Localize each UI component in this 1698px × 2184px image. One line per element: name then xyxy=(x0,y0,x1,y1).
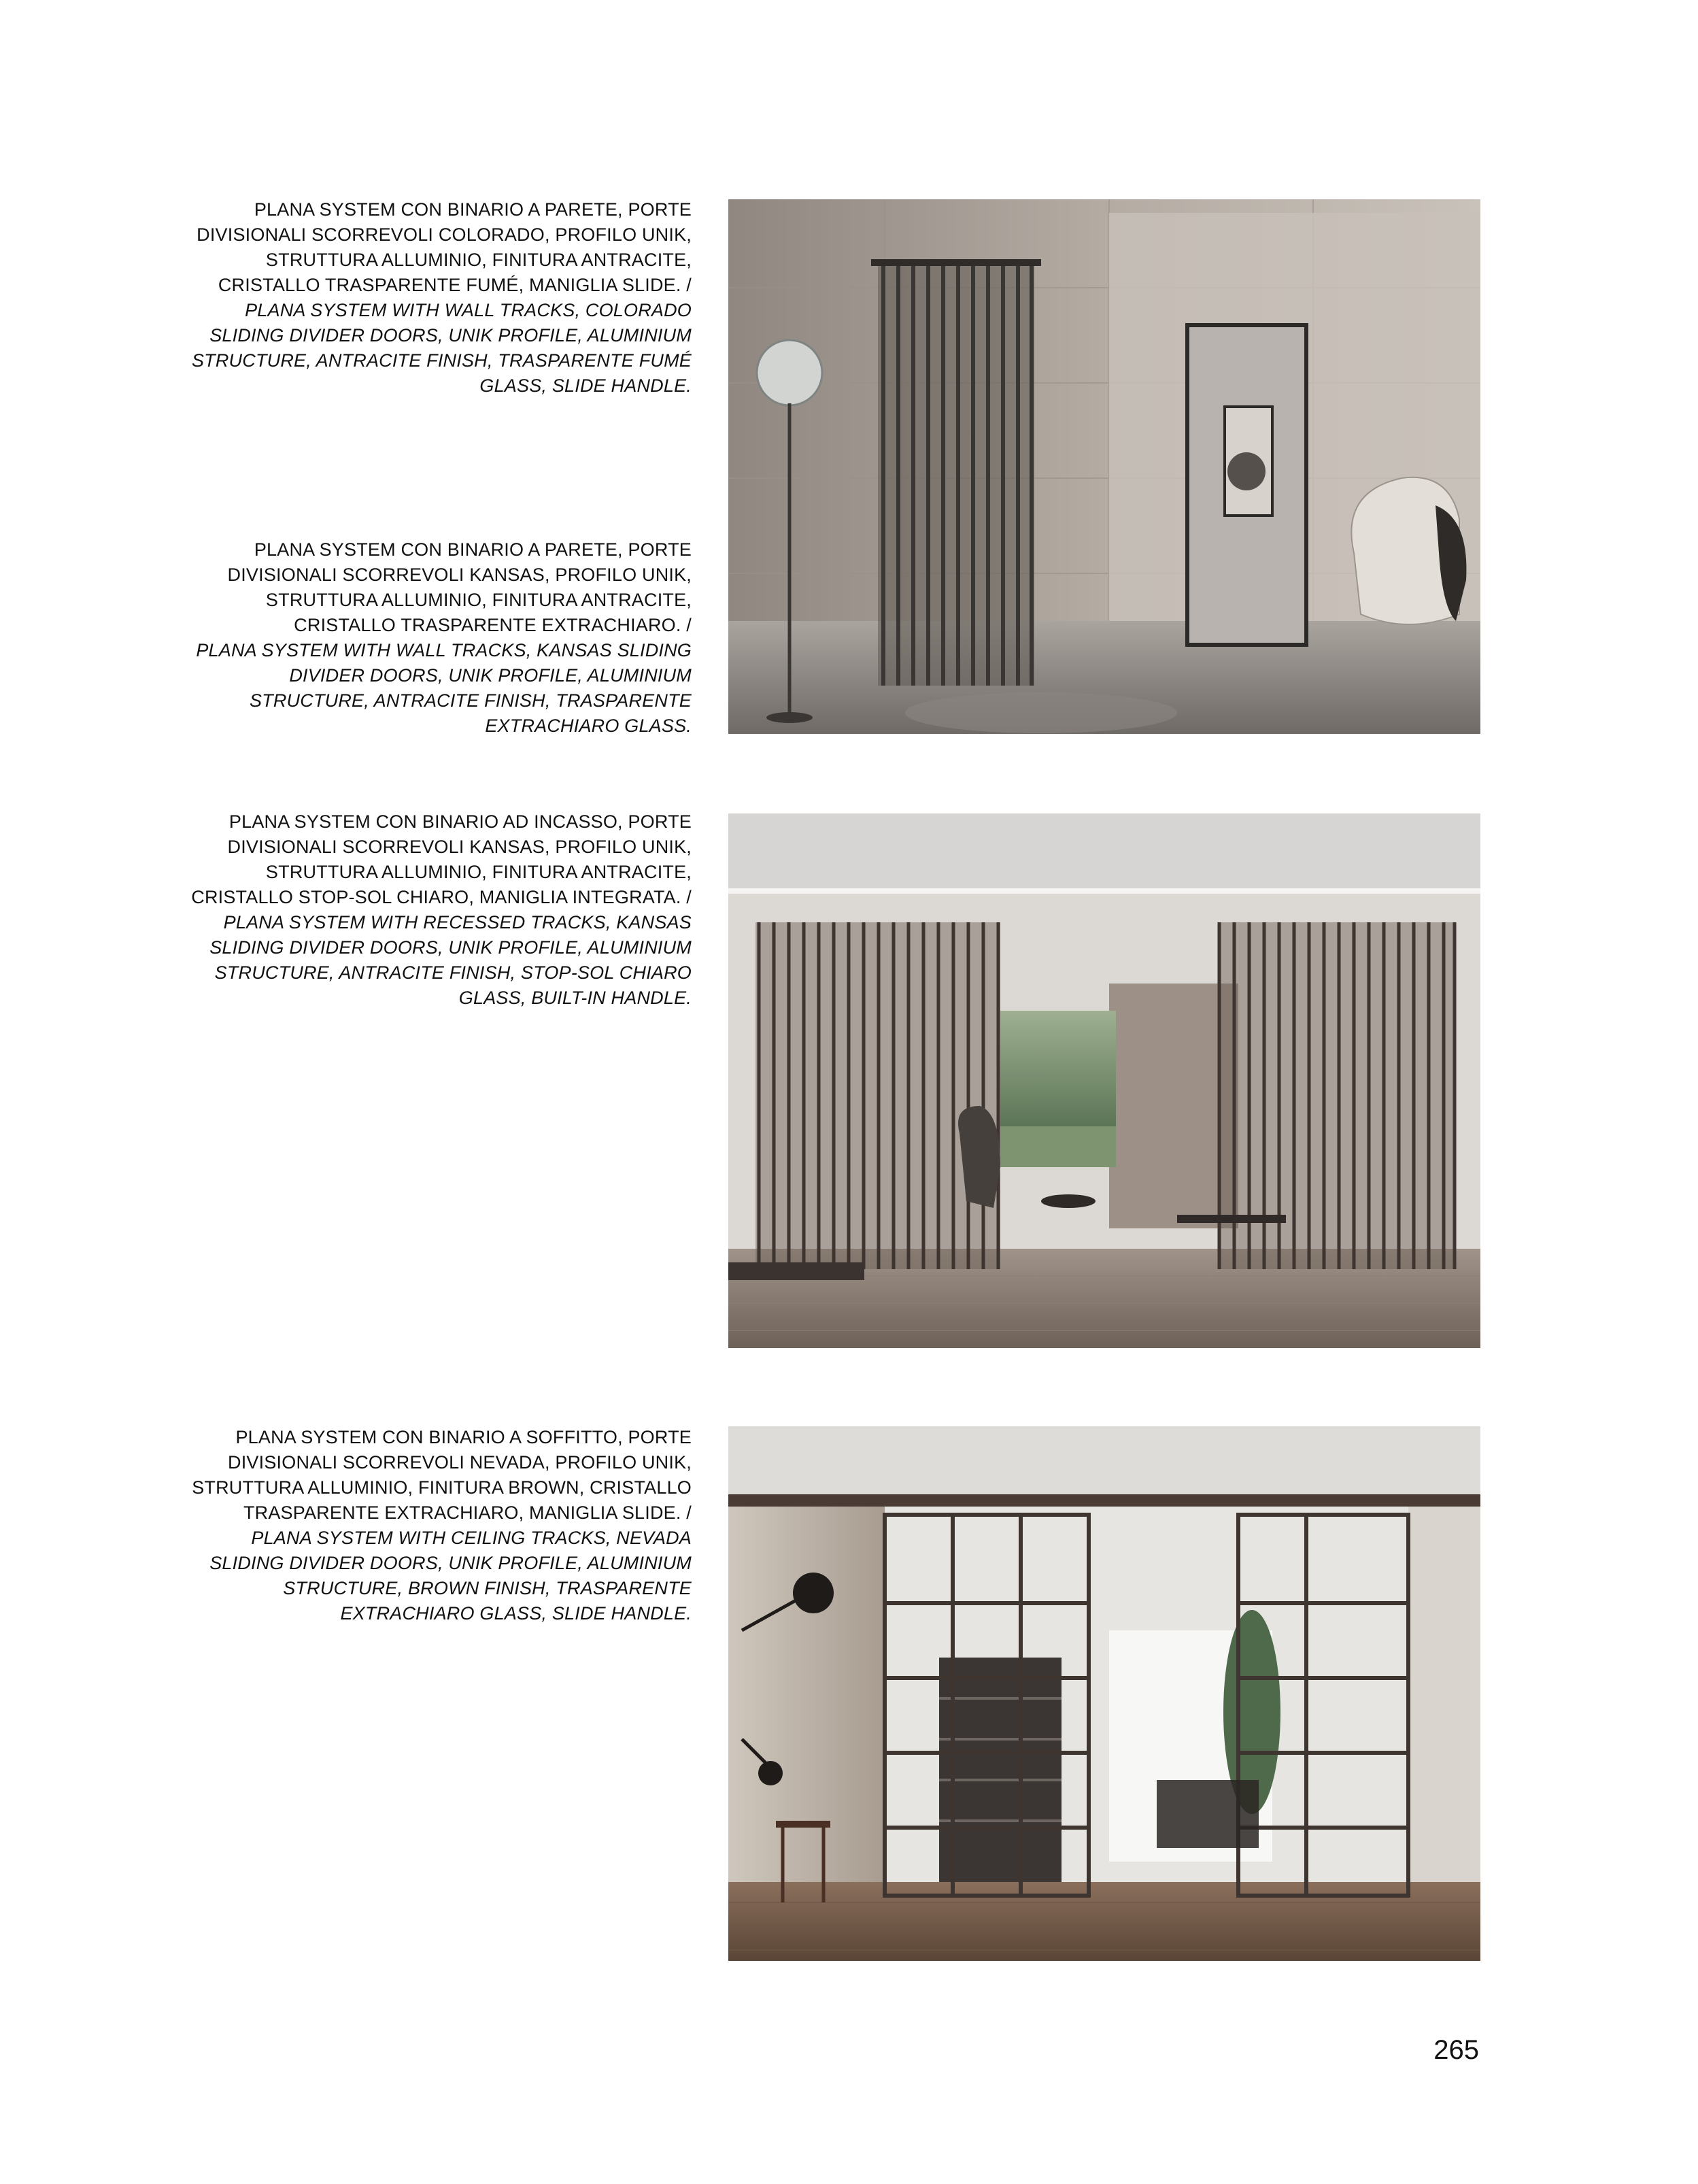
photo-recessed-track-doors xyxy=(728,813,1480,1348)
caption-italian: PLANA SYSTEM CON BINARIO A SOFFITTO, PORTE DIVISIONALI SCORREVOLI NEVADA, PROFILO UNIK, STRUTTURA ALLUMINIO, FINITURA BROWN, CRISTALLO TRASPARENTE EXTRACHIARO, MANIGLIA SLIDE. / xyxy=(192,1427,692,1523)
caption-english: PLANA SYSTEM WITH WALL TRACKS, COLORADO SLIDING DIVIDER DOORS, UNIK PROFILE, ALUMINIUM STRUCTURE, ANTRACITE FINISH, TRASPARENTE FUMÉ GLASS, SLIDE HANDLE. xyxy=(191,300,692,396)
photo-illustration xyxy=(728,813,1480,1348)
caption-kansas-recessed xyxy=(175,809,692,1011)
caption-nevada xyxy=(175,1425,692,1626)
photo-illustration xyxy=(728,199,1480,734)
caption-italian: PLANA SYSTEM CON BINARIO A PARETE, PORTE DIVISIONALI SCORREVOLI KANSAS, PROFILO UNIK, STRUTTURA ALLUMINIO, FINITURA ANTRACITE, CRISTALLO TRASPARENTE EXTRACHIARO. / xyxy=(227,539,692,635)
caption-english: PLANA SYSTEM WITH RECESSED TRACKS, KANSAS SLIDING DIVIDER DOORS, UNIK PROFILE, ALUMINIUM STRUCTURE, ANTRACITE FINISH, STOP-SOL CHIARO GLASS, BUILT-IN HANDLE. xyxy=(209,912,692,1008)
caption-colorado xyxy=(175,197,692,399)
caption-english: PLANA SYSTEM WITH WALL TRACKS, KANSAS SLIDING DIVIDER DOORS, UNIK PROFILE, ALUMINIUM STRUCTURE, ANTRACITE FINISH, TRASPARENTE EXTRACHIARO GLASS. xyxy=(196,640,692,736)
caption-kansas-wall xyxy=(175,537,692,739)
caption-italian: PLANA SYSTEM CON BINARIO A PARETE, PORTE DIVISIONALI SCORREVOLI COLORADO, PROFILO UNIK, STRUTTURA ALLUMINIO, FINITURA ANTRACITE, CRISTALLO TRASPARENTE FUMÉ, MANIGLIA SLIDE. / xyxy=(197,199,692,295)
page-number: 265 xyxy=(1433,2035,1479,2065)
caption-english: PLANA SYSTEM WITH CEILING TRACKS, NEVADA SLIDING DIVIDER DOORS, UNIK PROFILE, ALUMINIUM STRUCTURE, BROWN FINISH, TRASPARENTE EXTRACHIARO GLASS, SLIDE HANDLE. xyxy=(209,1528,692,1624)
caption-italian: PLANA SYSTEM CON BINARIO AD INCASSO, PORTE DIVISIONALI SCORREVOLI KANSAS, PROFILO UNIK, STRUTTURA ALLUMINIO, FINITURA ANTRACITE, CRISTALLO STOP-SOL CHIARO, MANIGLIA INTEGRATA. / xyxy=(191,811,692,907)
photo-illustration xyxy=(728,1426,1480,1961)
photo-ceiling-track-doors xyxy=(728,1426,1480,1961)
photo-wall-track-doors xyxy=(728,199,1480,734)
